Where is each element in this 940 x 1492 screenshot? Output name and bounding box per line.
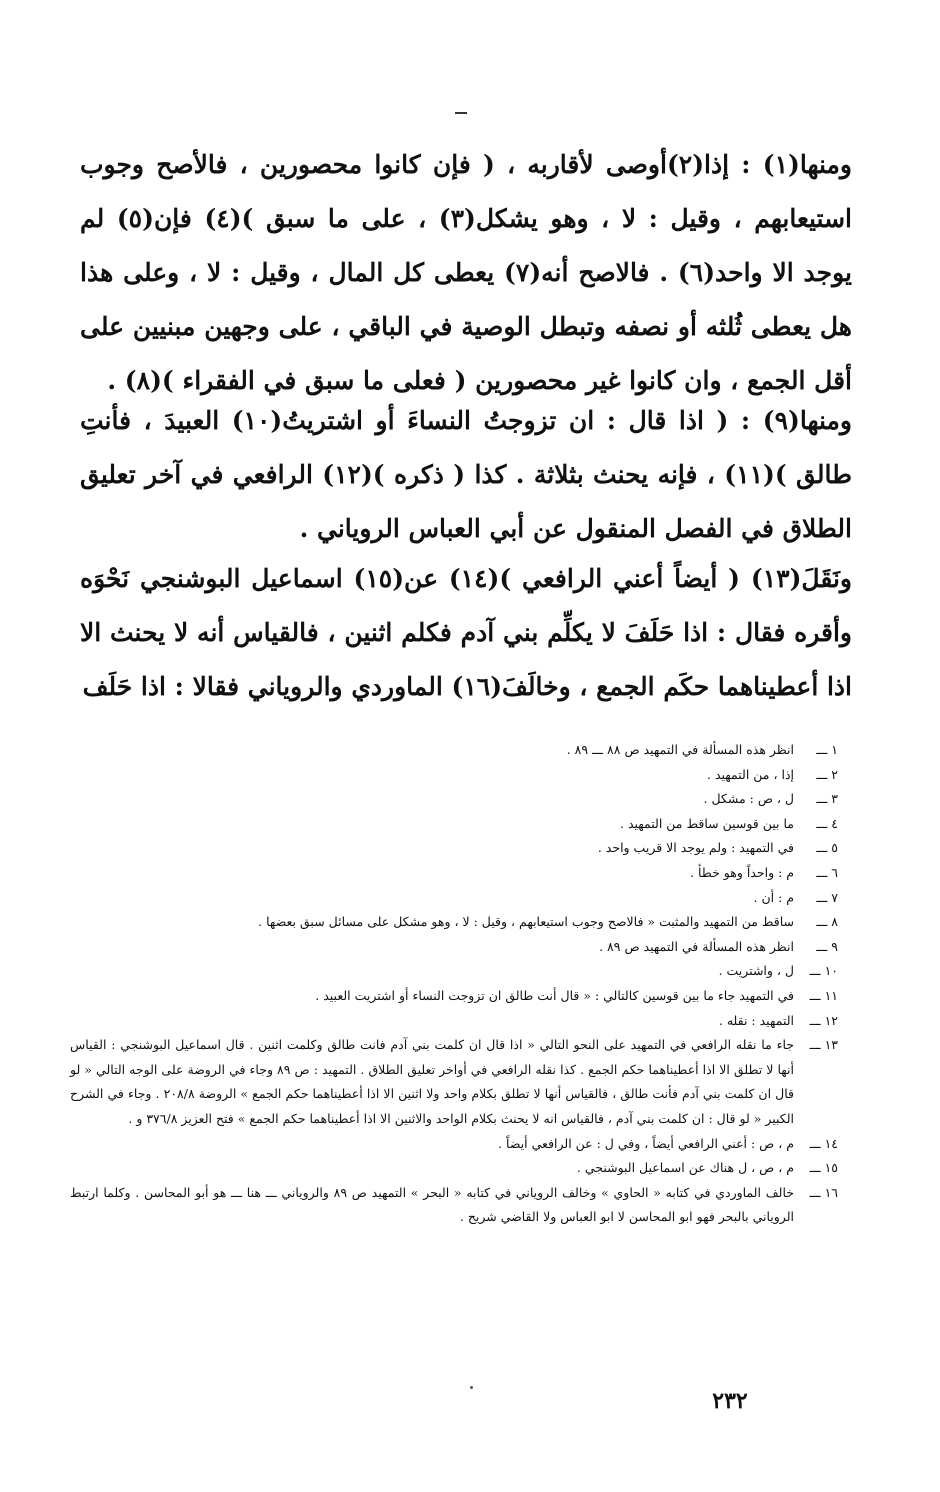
footnote-number: ١ ـــ [816,742,838,757]
top-dash-mark [455,112,467,114]
footnote-text: ل ، ص : مشكل . [703,791,794,807]
footnote-text: في التمهيد جاء ما بين قوسين كالتالي : « قال أنت طالق ان تزوجت النساء أو اشتريت العبيد . [315,987,794,1003]
footnote-number: ١٣ ـــ [809,1037,838,1053]
footnote-text: خالف الماوردي في كتابه « الحاوي » وخالف الروياني في كتابه « البحر » التمهيد ص ٨٩ والروياني ـــ هنا ـــ هو أبو المحاسن . وكلما ارتبط الروياني بالبحر فهو ابو المحاسن لا ابو العباس ولا القاضي شريح . [70,1184,794,1225]
footnote-number: ١٢ ـــ [809,1012,838,1028]
footnote [70,787,838,812]
footnote-number: ١٥ ـــ [809,1160,838,1176]
footnote-text: ما بين قوسين ساقط من التمهيد . [620,815,794,831]
footnote-number: ٨ ـــ [816,914,838,930]
footnote-text: التمهيد : نقله . [718,1012,794,1028]
footnote [70,959,838,984]
footnote-number: ٢ ـــ [816,766,838,782]
footnote-number: ٣ ـــ [816,791,838,807]
footnote-number: ٤ ـــ [816,815,838,831]
footnote-number: ١١ ـــ [809,987,838,1003]
footnote-text: م : أن . [753,889,794,905]
footnote [70,1156,838,1181]
footnote [70,738,838,763]
footnote-text: م : واحداً وهو خطأ . [690,864,794,880]
footnote [70,1033,838,1131]
footnote [70,1181,838,1230]
footnote-number: ٦ ـــ [816,864,838,880]
paragraph-1: ومنها(١) : إذا(٢)أوصى لأقاربه ، ( فإن كانوا محصورين ، فالأصح وجوب استيعابهم ، وقيل : لا ، وهو يشكل(٣) ، على ما سبق )(٤) فإن(٥) لم يوجد الا واحد(٦) . فالاصح أنه(٧) يعطى كل المال ، وقيل : لا ، وعلى هذا هل يعطى ثُلثه أو نصفه وتبطل الوصية في الباقي ، على وجهين مبنيين على أقل الجمع ، وان كانوا غير محصورين ( فعلى ما سبق في الفقراء )(٨) . [80,150,852,395]
paragraph-3: ونَقَلَ(١٣) ( أيضاً أعني الرافعي )(١٤) عن(١٥) اسماعيل البوشنجي نَحْوَه وأقره فقال : اذا حَلَفَ لا يكلِّم بني آدم فكلم اثنين ، فالقياس أنه لا يحنث الا اذا أعطيناهما حكَم الجمع ، وخالَفَ(١٦) الماوردي والروياني فقالا : اذا حَلَف [80,564,853,701]
page-number: ٢٣٢ [712,1388,748,1414]
footnote [70,1132,838,1157]
footnote [70,1009,838,1034]
footnote [70,763,838,788]
footnote-text: انظر هذه المسألة في التمهيد ص ٨٩ . [599,938,794,954]
footnote [70,861,838,886]
footnote-number: ٧ ـــ [816,889,838,905]
paragraph-2: ومنها(٩) : ( اذا قال : ان تزوجتُ النساءَ أو اشتريتُ(١٠) العبيدَ ، فأنتِ طالق )(١١) ، فإنه يحنث بثلاثة . كذا ( ذكره )(١٢) الرافعي في آخر تعليق الطلاق في الفصل المنقول عن أبي العباس الروياني . [80,406,853,543]
footnote-text: م ، ص ، ل هناك عن اسماعيل البوشنجي . [576,1160,794,1176]
footnote-number: ١٤ ـــ [809,1135,838,1151]
footnotes [70,738,838,1230]
footnote-text: ساقط من التمهيد والمثبت « فالاصح وجوب استيعابهم ، وقيل : لا ، وهو مشكل على مسائل سبق بعضها . [258,914,794,930]
footnote-number: ٩ ـــ [816,938,838,954]
footnote [70,910,838,935]
footnote-text: م ، ص : أعني الرافعي أيضاً ، وفي ل : عن الرافعي أيضاً . [498,1135,794,1151]
footnote-text: ل ، واشتريت . [718,963,794,979]
footnote [70,812,838,837]
footnote-number: ٥ ـــ [816,840,838,856]
footnote [70,935,838,960]
footnote [70,886,838,911]
scan-speck [470,1386,473,1389]
footnote-text: جاء ما نقله الرافعي في التمهيد على النحو التالي « اذا قال ان كلمت بني آدم فانت طالق وكلمت اثنين . قال اسماعيل البوشنجي : القياس أنها لا تطلق الا اذا أعطيناهما حكم الجمع . كذا نقله الرافعي في أواخر تعليق الطلاق . التمهيد : ص ٨٩ وجاء في الروضة على الوجه التالي « لو قال ان كلمت بني آدم فأنت طالق ، فالقياس أنها لا تطلق بكلام واحد ولا اثنين الا اذا أعطيناهما حكم الجمع » الروضة ٢٠٨/٨ . وجاء في الشرح الكبير « لو قال : ان كلمت بني آدم ، فالقياس انه لا يحنث بكلام الواحد والاثنين الا اذا أعطيناهما حكم الجمع » فتح العزيز ٣٧٦/٨ و . [70,1037,795,1126]
footnote [70,984,838,1009]
footnote-text: في التمهيد : ولم يوجد الا قريب واحد . [597,840,794,856]
footnote [70,836,838,861]
footnote-text: إذا ، من التمهيد . [707,766,794,782]
footnote-number: ١٠ ـــ [809,963,838,979]
footnote-text: انظر هذه المسألة في التمهيد ص ٨٨ ـــ ٨٩ . [566,742,794,757]
footnote-number: ١٦ ـــ [809,1184,838,1200]
